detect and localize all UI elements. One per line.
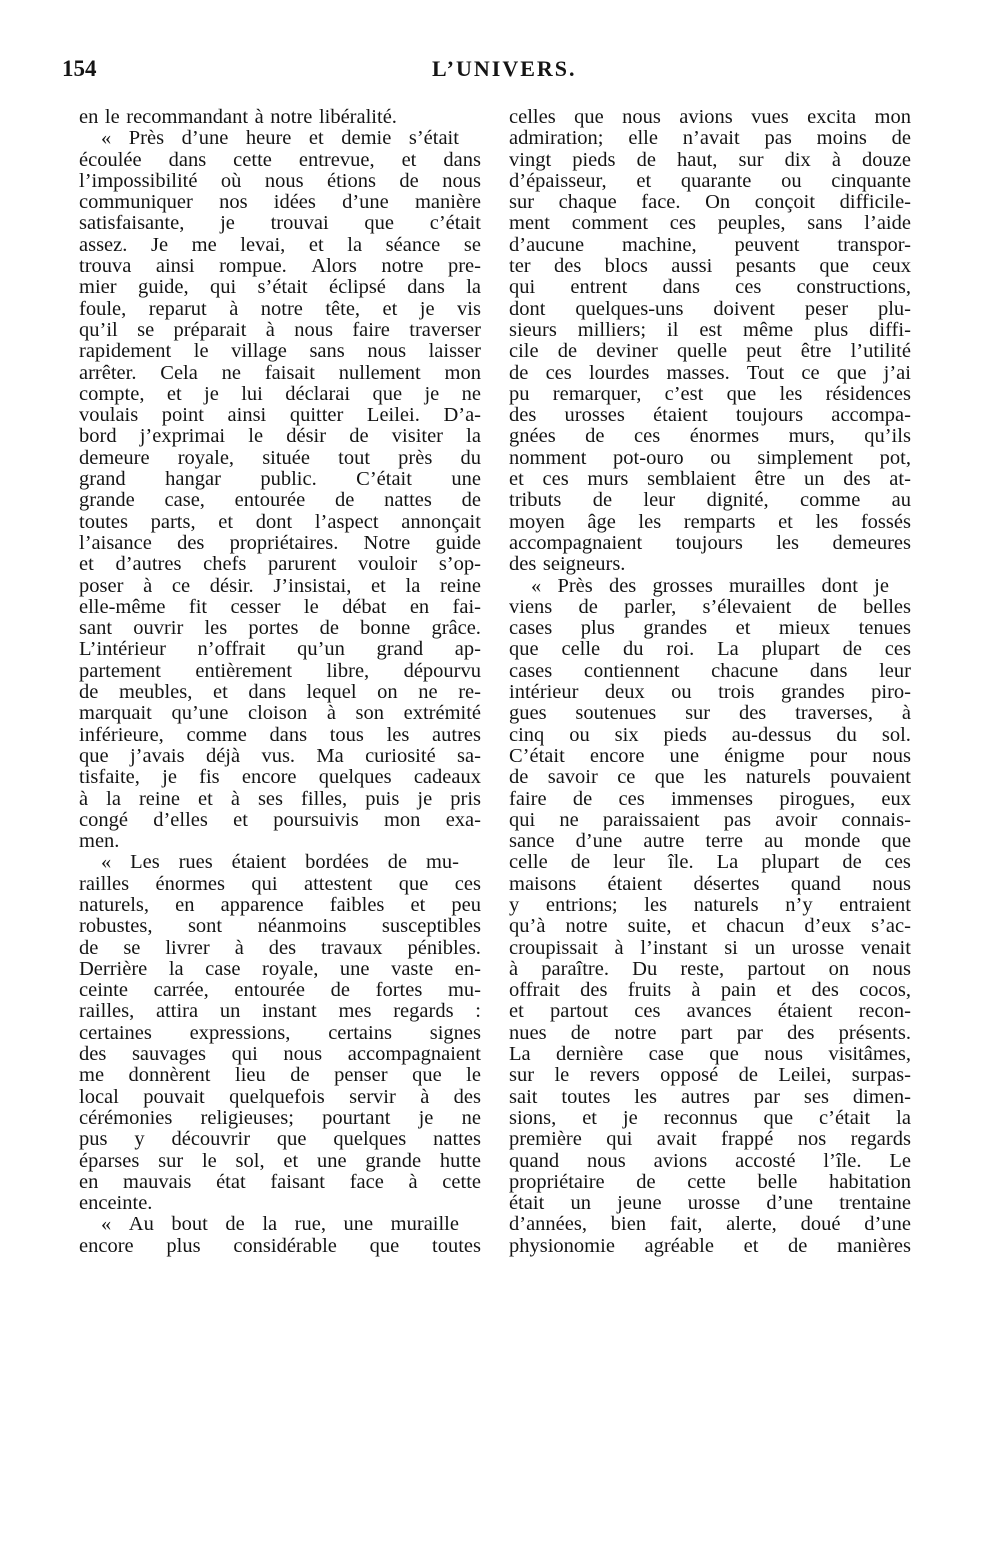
text-line-words: offrait des fruits à pain et des cocos, xyxy=(509,979,911,1002)
text-line xyxy=(79,597,481,618)
text-line xyxy=(79,1129,481,1150)
text-line-words: gues soutenues sur des traverses, à xyxy=(509,702,911,725)
text-line-words: des urosses étaient toujours accompa- xyxy=(509,404,911,427)
text-line-words: celles que nous avions vues excita mon xyxy=(509,106,911,128)
text-line-words: arrêter. Cela ne faisait nullement mon xyxy=(79,361,481,384)
text-line-words: foule, reparut à notre tête, et je vis xyxy=(79,297,481,320)
text-line xyxy=(79,725,481,746)
text-line xyxy=(509,959,911,980)
text-line-words: cases contiennent chacune dans leur xyxy=(509,659,911,682)
text-line-words: robustes, sont néanmoins susceptibles xyxy=(79,915,481,938)
text-line-words: propriétaire de cette belle habitation xyxy=(509,1170,911,1193)
text-line xyxy=(79,213,481,234)
text-line-words: que j’avais déjà vus. Ma curiosité sa- xyxy=(79,744,481,767)
text-line xyxy=(509,1193,911,1214)
text-line-words: nues de notre part par des présents. xyxy=(509,1021,911,1044)
text-line-words: de ces lourdes masses. Tout ce que j’ai xyxy=(509,361,911,384)
text-line xyxy=(79,405,481,426)
text-line-words: grande case, entourée de nattes de xyxy=(79,489,481,512)
text-line-words: railles énormes qui attestent que ces xyxy=(79,872,481,895)
text-line-words: éparses sur le sol, et une grande hutte xyxy=(79,1149,481,1172)
text-line xyxy=(79,512,481,533)
text-line-words: de meubles, et dans lequel on ne re- xyxy=(79,681,481,704)
text-line xyxy=(509,405,911,426)
text-line xyxy=(509,1214,911,1235)
text-line xyxy=(79,874,481,895)
text-line-words: sait toutes les autres par ses dimen- xyxy=(509,1085,911,1108)
text-line xyxy=(79,235,481,256)
text-line-words: me donnèrent lieu de penser que le xyxy=(79,1064,481,1087)
text-line-words: celle de leur île. La plupart de ces xyxy=(509,851,911,874)
text-line xyxy=(509,1065,911,1086)
text-line-words: sieurs milliers; il est même plus diffi- xyxy=(509,318,911,341)
text-line xyxy=(79,150,481,171)
text-line xyxy=(509,512,911,533)
text-line-words: cinq ou six pieds au-dessus du sol. xyxy=(509,723,911,746)
text-line xyxy=(79,1001,481,1022)
text-line xyxy=(79,703,481,724)
text-line-words: voulais point ainsi quitter Leilei. D’a- xyxy=(79,404,481,427)
text-line-words: à la reine et à ses filles, puis je pris xyxy=(79,787,481,810)
text-line xyxy=(509,384,911,405)
text-line xyxy=(79,852,481,873)
text-line-words: cases plus grandes et mieux tenues xyxy=(509,617,911,640)
text-line xyxy=(509,725,911,746)
text-line-words: des sauvages qui nous accompagnaient xyxy=(79,1043,481,1066)
text-line-words: assez. Je me levai, et la séance se xyxy=(79,233,481,256)
text-line-words: qu’à notre suite, et chacun d’eux s’ac- xyxy=(509,915,911,938)
text-line xyxy=(509,746,911,767)
page-header xyxy=(62,56,912,86)
right-text-column xyxy=(509,107,911,1257)
text-line xyxy=(79,1193,481,1214)
text-line-words: quand nous avions accosté l’île. Le xyxy=(509,1149,911,1172)
left-text-column xyxy=(79,107,481,1257)
text-line-words: admiration; elle n’avait pas moins de xyxy=(509,127,911,150)
text-line xyxy=(79,1044,481,1065)
text-line xyxy=(509,789,911,810)
text-line-words: sant ouvrir les portes de bonne grâce. xyxy=(79,617,481,640)
text-line xyxy=(79,1065,481,1086)
text-line xyxy=(509,703,911,724)
text-line-words: Derrière la case royale, une vaste en- xyxy=(79,957,481,980)
text-line-words: congé d’elles et poursuivis mon exa- xyxy=(79,808,481,831)
text-line-words: des seigneurs. xyxy=(509,553,626,576)
text-line xyxy=(79,448,481,469)
text-line xyxy=(509,1108,911,1129)
text-line-words: qui ne paraissaient pas avoir connais- xyxy=(509,808,911,831)
text-line xyxy=(509,171,911,192)
text-line xyxy=(509,490,911,511)
text-line xyxy=(509,533,911,554)
text-line-words: toutes parts, et dont l’aspect annonçait xyxy=(79,510,481,533)
text-line xyxy=(509,1087,911,1108)
text-line-words: pus y découvrir que quelques nattes xyxy=(79,1128,481,1151)
text-line xyxy=(79,277,481,298)
text-line-words: en le recommandant à notre libéralité. xyxy=(79,106,397,128)
text-line xyxy=(79,895,481,916)
text-line xyxy=(509,661,911,682)
text-line xyxy=(509,639,911,660)
text-line-words: marquait qu’une cloison à son extrémité xyxy=(79,702,481,725)
text-line xyxy=(79,384,481,405)
text-line-words: ter des blocs aussi pesants que ceux xyxy=(509,255,911,278)
text-line xyxy=(79,1236,481,1257)
text-line xyxy=(79,746,481,767)
text-line xyxy=(79,639,481,660)
text-line-words: cile de deviner quelle peut être l’utilité xyxy=(509,340,911,363)
text-line-words: La dernière case que nous visitâmes, xyxy=(509,1043,911,1066)
text-line xyxy=(509,1023,911,1044)
text-line-words: « Près des grosses murailles dont je xyxy=(531,574,889,597)
text-line-words: et ces murs semblaient être un des at- xyxy=(509,468,911,491)
text-line-words: communiquer nos idées d’une manière xyxy=(79,191,481,214)
text-line xyxy=(509,213,911,234)
text-line-words: bord j’exprimai le désir de visiter la xyxy=(79,425,481,448)
text-line xyxy=(509,1044,911,1065)
text-line xyxy=(509,448,911,469)
text-line-words: l’impossibilité où nous étions de nous xyxy=(79,169,481,192)
text-line xyxy=(509,277,911,298)
text-line xyxy=(509,767,911,788)
text-line-words: de savoir ce que les naturels pouvaient xyxy=(509,766,911,789)
text-line-words: compte, et je lui déclarai que je ne xyxy=(79,382,481,405)
text-line xyxy=(79,980,481,1001)
text-line xyxy=(79,554,481,575)
text-line-words: première qui avait frappé nos regards xyxy=(509,1128,911,1151)
text-line xyxy=(79,682,481,703)
text-line-words: qui entrent dans ces constructions, xyxy=(509,276,911,299)
text-line xyxy=(79,1151,481,1172)
text-line xyxy=(509,320,911,341)
text-line xyxy=(79,320,481,341)
text-line xyxy=(79,1214,481,1235)
text-line-words: tisfaite, je fis encore quelques cadeaux xyxy=(79,766,481,789)
text-line-words: encore plus considérable que toutes xyxy=(79,1234,481,1257)
text-line-words: était un jeune urosse d’une trentaine xyxy=(509,1192,911,1215)
text-line-words: viens de parler, s’élevaient de belles xyxy=(509,595,911,618)
text-line xyxy=(509,426,911,447)
running-title: L’UNIVERS. xyxy=(432,56,577,81)
text-line xyxy=(509,682,911,703)
text-line xyxy=(509,235,911,256)
text-line-words: naturels, en apparence faibles et peu xyxy=(79,893,481,916)
text-line-words: cérémonies religieuses; pourtant je ne xyxy=(79,1106,481,1129)
text-line xyxy=(509,916,911,937)
text-line-words: nomment pot-ouro ou simplement pot, xyxy=(509,446,911,469)
text-line-words: de se livrer à des travaux pénibles. xyxy=(79,936,481,959)
text-line xyxy=(79,171,481,192)
text-line xyxy=(509,874,911,895)
text-line xyxy=(79,810,481,831)
text-line-words: dont quelques-uns doivent peser plu- xyxy=(509,297,911,320)
text-line-words: L’intérieur n’offrait qu’un grand ap- xyxy=(79,638,481,661)
text-line-words: et d’autres chefs parurent vouloir s’op- xyxy=(79,553,481,576)
text-line-words: sions, et je reconnus que c’était la xyxy=(509,1106,911,1129)
text-line-words: « Au bout de la rue, une muraille xyxy=(101,1213,459,1236)
text-line-words: « Près d’une heure et demie s’était xyxy=(101,127,459,150)
text-line xyxy=(79,128,481,149)
text-line xyxy=(79,1108,481,1129)
text-line-words: grand hangar public. C’était une xyxy=(79,468,481,491)
text-line-words: d’épaisseur, et quarante ou cinquante xyxy=(509,169,911,192)
text-line xyxy=(509,150,911,171)
text-line-words: trouva ainsi rompue. Alors notre pre- xyxy=(79,255,481,278)
text-line-words: physionomie agréable et de manières xyxy=(509,1234,911,1257)
text-line xyxy=(509,299,911,320)
text-line xyxy=(79,107,481,128)
text-line xyxy=(79,618,481,639)
text-line xyxy=(509,810,911,831)
text-line-words: men. xyxy=(79,830,120,853)
text-line-words: inférieure, comme dans tous les autres xyxy=(79,723,481,746)
text-line-words: maisons étaient désertes quand nous xyxy=(509,872,911,895)
text-line-words: local pouvait quelquefois servir à des xyxy=(79,1085,481,1108)
text-line-words: poser à ce désir. J’insistai, et la reine xyxy=(79,574,481,597)
text-line xyxy=(79,916,481,937)
text-line-words: intérieur deux ou trois grandes piro- xyxy=(509,681,911,704)
text-line xyxy=(79,256,481,277)
text-line-words: certaines expressions, certains signes xyxy=(79,1021,481,1044)
text-line-words: y entrions; les naturels n’y entraient xyxy=(509,893,911,916)
text-line-words: d’aucune machine, peuvent transpor- xyxy=(509,233,911,256)
text-line-words: « Les rues étaient bordées de mu- xyxy=(101,851,459,874)
text-line-words: mier guide, qui s’était éclipsé dans la xyxy=(79,276,481,299)
text-line xyxy=(79,1087,481,1108)
text-line xyxy=(509,107,911,128)
text-line-words: demeure royale, située tout près du xyxy=(79,446,481,469)
text-line xyxy=(79,533,481,554)
text-line-words: pu remarquer, c’est que les résidences xyxy=(509,382,911,405)
text-line-words: vingt pieds de haut, sur dix à douze xyxy=(509,148,911,171)
text-line-words: d’années, bien fait, alerte, doué d’une xyxy=(509,1213,911,1236)
text-line-words: sur chaque face. On conçoit difficile- xyxy=(509,191,911,214)
text-line xyxy=(509,363,911,384)
text-line-words: satisfaisante, je trouvai que c’était xyxy=(79,212,481,235)
text-line xyxy=(79,426,481,447)
text-line-words: et partout ces avances étaient recon- xyxy=(509,1000,911,1023)
text-line xyxy=(79,831,481,852)
text-line xyxy=(79,1023,481,1044)
text-line xyxy=(79,576,481,597)
text-line xyxy=(509,1172,911,1193)
text-line-words: sur le revers opposé de Leilei, surpas- xyxy=(509,1064,911,1087)
text-line-words: C’était encore une énigme pour nous xyxy=(509,744,911,767)
text-line-words: tributs de leur dignité, comme au xyxy=(509,489,911,512)
text-line-words: railles, attira un instant mes regards : xyxy=(79,1000,481,1023)
text-line xyxy=(79,469,481,490)
text-line xyxy=(509,469,911,490)
text-line-words: gnées de ces énormes murs, qu’ils xyxy=(509,425,911,448)
text-line-words: moyen âge les remparts et les fossés xyxy=(509,510,911,533)
text-line xyxy=(509,852,911,873)
text-line-words: sance d’une autre terre au monde que xyxy=(509,830,911,853)
text-line-words: partement entièrement libre, dépourvu xyxy=(79,659,481,682)
text-line-words: écoulée dans cette entrevue, et dans xyxy=(79,148,481,171)
text-line xyxy=(79,1172,481,1193)
text-line xyxy=(509,1236,911,1257)
text-line-words: ceinte carrée, entourée de fortes mu- xyxy=(79,979,481,1002)
text-line xyxy=(79,490,481,511)
text-line xyxy=(79,959,481,980)
text-line xyxy=(79,661,481,682)
text-line xyxy=(509,576,911,597)
text-line-words: croupissait à l’instant si un urosse venait xyxy=(509,936,911,959)
text-line-words: qu’il se préparait à nous faire traverser xyxy=(79,318,481,341)
text-line xyxy=(509,554,911,575)
text-line-words: à paraître. Du reste, partout on nous xyxy=(509,957,911,980)
text-line xyxy=(79,789,481,810)
text-line-words: rapidement le village sans nous laisser xyxy=(79,340,481,363)
text-line-words: ment comment ces peuples, sans l’aide xyxy=(509,212,911,235)
text-line xyxy=(509,256,911,277)
text-line xyxy=(509,831,911,852)
text-line xyxy=(79,363,481,384)
text-line xyxy=(79,192,481,213)
text-line xyxy=(509,938,911,959)
text-line-words: l’aisance des propriétaires. Notre guide xyxy=(79,531,481,554)
text-line xyxy=(509,895,911,916)
text-line xyxy=(509,341,911,362)
text-line xyxy=(509,980,911,1001)
text-line xyxy=(79,938,481,959)
text-line xyxy=(509,1001,911,1022)
text-line xyxy=(509,192,911,213)
text-line xyxy=(79,299,481,320)
text-line xyxy=(79,767,481,788)
text-line-words: en mauvais état faisant face à cette xyxy=(79,1170,481,1193)
text-line-words: accompagnaient toujours les demeures xyxy=(509,531,911,554)
text-line-words: enceinte. xyxy=(79,1192,153,1215)
text-line xyxy=(509,128,911,149)
text-line xyxy=(509,1129,911,1150)
text-line xyxy=(79,341,481,362)
text-line-words: que celle du roi. La plupart de ces xyxy=(509,638,911,661)
text-line xyxy=(509,597,911,618)
page-number: 154 xyxy=(62,56,97,81)
text-line xyxy=(509,618,911,639)
text-line xyxy=(509,1151,911,1172)
text-line-words: faire de ces immenses pirogues, eux xyxy=(509,787,911,810)
text-line-words: elle-même fit cesser le débat en fai- xyxy=(79,595,481,618)
